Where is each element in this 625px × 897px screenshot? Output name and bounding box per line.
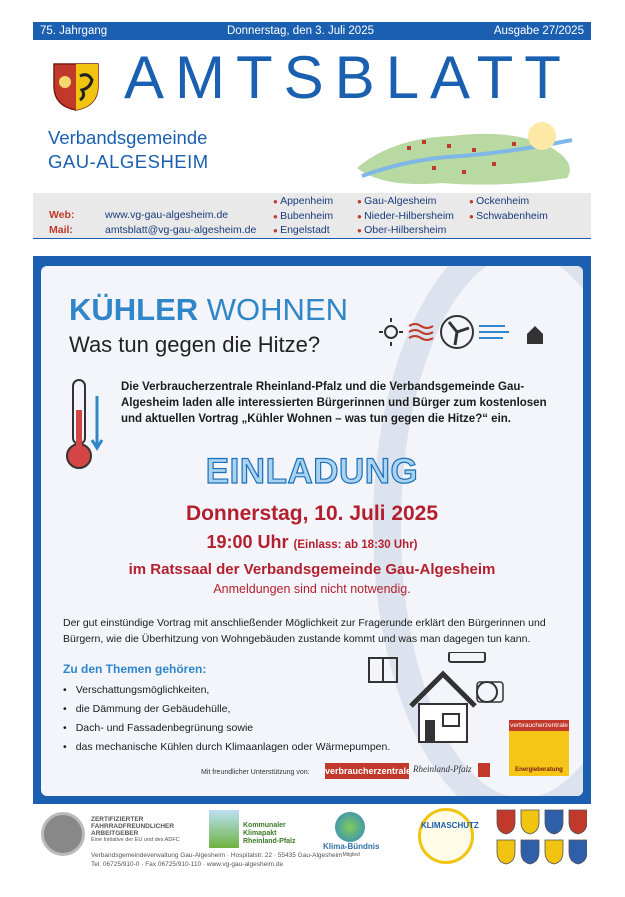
event-place: im Ratssaal der Verbandsgemeinde Gau-Algesheim [128,561,496,578]
poster-title-rest: WOHNEN [206,292,349,327]
klimapakt-line3: Rheinland-Pfalz [243,838,296,845]
place-item: ● Gau-Algesheim [357,195,469,209]
web-label: Web: [49,209,75,221]
klimapakt-text [243,822,296,846]
footer [33,806,591,876]
poster-subtitle: Was tun gegen die Hitze? [69,332,321,357]
municipal-crests-icon [495,808,587,868]
header-bar [33,22,591,40]
cert-line1: ZERTIFIZIERTER [91,816,144,823]
web-link[interactable]: www.vg-gau-algesheim.de [105,209,229,221]
place-item: ● Ockenheim [469,195,579,209]
vg-line1: Verbandsgemeinde [48,127,208,148]
poster-title-bold: KÜHLER [69,292,199,327]
issue-date: Donnerstag, den 3. Juli 2025 [226,25,374,37]
event-time-value: 19:00 Uhr [206,532,289,552]
place-item: ● Engelstadt [273,224,357,238]
footer-address [91,852,342,869]
einladung-heading: EINLADUNG [205,452,419,491]
themes-heading: Zu den Themen gehören: [63,662,207,676]
klimaschutz-label: KLIMASCHUTZ [421,821,479,830]
jahrgang: 75. Jahrgang [40,25,108,37]
masthead-title: AMTSBLATT [124,44,572,111]
verbraucherzentrale-logo: verbraucherzentrale [325,763,409,779]
certification-text [91,816,180,844]
vg-line2: GAU-ALGESHEIM [48,151,209,172]
list-item: • die Dämmung der Gebäudehülle, [63,700,390,719]
region-map-icon [352,118,580,192]
bicycle-certification-seal-icon [41,812,85,856]
event-time [41,532,583,553]
places-list [273,195,579,238]
klimapakt-line1: Kommunaler [243,822,286,829]
event-date: Donnerstag, 10. Juli 2025 [185,502,439,525]
cert-line3: ARBEITGEBER [91,830,139,837]
buendnis-sub: Mitglied [342,852,360,858]
einlass-text: (Einlass: ab 18:30 Uhr) [293,539,418,551]
phone-line: Tel. 06725/910-0 · Fax 06725/910-110 · www.vg-gau-algesheim.de [91,860,284,868]
event-poster [33,256,591,804]
place-item: ● Bubenheim [273,210,357,224]
place-item: ● Schwabenheim [469,210,579,224]
klimapakt-icon [209,810,239,848]
klimapakt-line2: Klimapakt [243,830,277,837]
mail-link[interactable]: amtsblatt@vg-gau-algesheim.de [105,224,257,236]
klimaschutz-badge [418,808,479,864]
cert-sub: Eine Initiative der EU und des ADFC [91,837,180,843]
rp-logo-mark [478,763,490,777]
place-item: ● Appenheim [273,195,357,209]
energieberatung-logo [509,720,569,776]
rheinland-pfalz-logo [413,763,490,777]
coat-of-arms-icon [50,60,102,112]
cert-line2: FAHRRADFREUNDLICHER [91,823,175,830]
description-text: Der gut einstündige Vortrag mit anschließender Möglichkeit zur Fragerunde erklärt den Bürgerinnen und Bürgern, wie die Überhitzung von Wohngebäuden zustande kommt und was man dagegen tun kann. [63,617,546,645]
issue-number: Ausgabe 27/2025 [493,25,584,37]
vz-box-header: verbraucherzentrale [510,722,568,729]
house-cooling-icon [361,652,506,752]
contact-block [49,208,256,238]
registration-note: Anmeldungen sind nicht notwendig. [213,582,411,596]
support-text: Mit freundlicher Unterstützung von: [201,769,310,776]
poster-title [69,292,348,328]
mail-label: Mail: [49,224,73,236]
address-line: Verbandsgemeindeverwaltung Gau-Algesheim · Hospitalstr. 22 · 55435 Gau-Algesheim [91,852,343,859]
sun-heat-fan-house-icons [379,310,549,354]
intro-text: Die Verbraucherzentrale Rheinland-Pfalz und die Verbandsgemeinde Gau-Algesheim laden alle interessierten Bürgerinnen und Bürger zum kostenlosen und aktuellen Vortrag „Kühler Wohnen – was tun gegen die Hitze?“ ein. [121,381,547,425]
list-item: • Verschattungsmöglichkeiten, [63,681,390,700]
place-item: ● Nieder-Hilbersheim [357,210,469,224]
info-bar [33,193,591,239]
vz-box-footer: Energieberatung [515,767,563,773]
rp-logo-text: Rheinland-Pfalz [413,764,472,775]
poster-card [41,266,583,796]
place-item: ● Ober-Hilbersheim [357,224,469,238]
list-item: • das mechanische Kühlen durch Klimaanlagen oder Wärmepumpen. [63,738,390,757]
klima-buendnis-globe-icon [335,812,365,842]
list-item: • Dach- und Fassadenbegrünung sowie [63,719,390,738]
themes-list [63,681,390,757]
buendnis-label: Klima-Bündnis [323,842,380,851]
